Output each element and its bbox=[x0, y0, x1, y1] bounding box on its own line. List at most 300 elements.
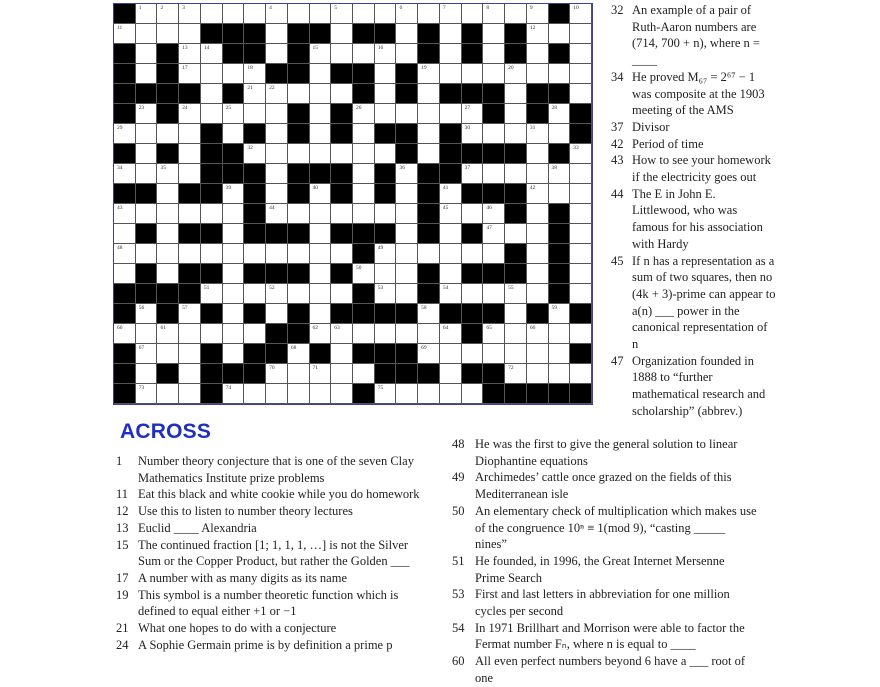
grid-cell[interactable] bbox=[331, 84, 353, 104]
clue-item-number: 54 bbox=[452, 620, 465, 635]
grid-cell[interactable] bbox=[462, 244, 484, 264]
grid-cell[interactable] bbox=[570, 324, 592, 344]
grid-cell[interactable] bbox=[440, 4, 462, 24]
grid-cell[interactable] bbox=[266, 364, 288, 384]
grid-cell[interactable] bbox=[331, 4, 353, 24]
grid-cell[interactable] bbox=[440, 24, 462, 44]
grid-block bbox=[201, 164, 223, 184]
grid-cell[interactable] bbox=[114, 204, 136, 224]
grid-cell[interactable] bbox=[179, 344, 201, 364]
grid-cell[interactable] bbox=[375, 144, 397, 164]
grid-block bbox=[201, 364, 223, 384]
grid-block bbox=[157, 284, 179, 304]
grid-cell[interactable] bbox=[375, 204, 397, 224]
grid-cell[interactable] bbox=[136, 364, 158, 384]
grid-cell[interactable] bbox=[375, 84, 397, 104]
grid-cell[interactable] bbox=[223, 224, 245, 244]
grid-cell[interactable] bbox=[462, 104, 484, 124]
grid-cell[interactable] bbox=[331, 44, 353, 64]
grid-cell[interactable] bbox=[418, 304, 440, 324]
grid-cell[interactable] bbox=[396, 244, 418, 264]
grid-cell[interactable] bbox=[266, 184, 288, 204]
grid-cell[interactable] bbox=[418, 4, 440, 24]
grid-cell[interactable] bbox=[440, 44, 462, 64]
grid-cell[interactable] bbox=[440, 244, 462, 264]
grid-cell[interactable] bbox=[353, 44, 375, 64]
grid-cell[interactable] bbox=[136, 384, 158, 404]
grid-cell[interactable] bbox=[157, 184, 179, 204]
grid-cell[interactable] bbox=[266, 204, 288, 224]
grid-cell[interactable] bbox=[570, 84, 592, 104]
grid-cell[interactable] bbox=[396, 164, 418, 184]
grid-cell[interactable] bbox=[201, 204, 223, 224]
grid-cell[interactable] bbox=[157, 384, 179, 404]
grid-cell[interactable] bbox=[244, 64, 266, 84]
grid-cell[interactable] bbox=[266, 124, 288, 144]
grid-cell[interactable] bbox=[396, 224, 418, 244]
grid-cell[interactable] bbox=[244, 104, 266, 124]
grid-cell[interactable] bbox=[310, 4, 332, 24]
grid-cell[interactable] bbox=[440, 204, 462, 224]
grid-cell[interactable] bbox=[570, 264, 592, 284]
grid-cell[interactable] bbox=[418, 344, 440, 364]
grid-cell[interactable] bbox=[549, 164, 571, 184]
grid-cell[interactable] bbox=[223, 304, 245, 324]
grid-cell[interactable] bbox=[244, 144, 266, 164]
grid-cell[interactable] bbox=[418, 384, 440, 404]
grid-cell[interactable] bbox=[418, 324, 440, 344]
grid-cell[interactable] bbox=[505, 164, 527, 184]
grid-cell[interactable] bbox=[136, 204, 158, 224]
grid-cell[interactable] bbox=[527, 344, 549, 364]
grid-cell[interactable] bbox=[223, 264, 245, 284]
grid-cell[interactable] bbox=[483, 284, 505, 304]
grid-cell[interactable] bbox=[136, 304, 158, 324]
grid-block bbox=[375, 304, 397, 324]
grid-cell[interactable] bbox=[396, 384, 418, 404]
grid-cell[interactable] bbox=[483, 44, 505, 64]
grid-cell[interactable] bbox=[353, 204, 375, 224]
grid-cell[interactable] bbox=[527, 244, 549, 264]
grid-cell[interactable] bbox=[201, 44, 223, 64]
grid-cell[interactable] bbox=[353, 324, 375, 344]
grid-cell[interactable] bbox=[136, 44, 158, 64]
grid-cell[interactable] bbox=[310, 284, 332, 304]
grid-cell[interactable] bbox=[462, 64, 484, 84]
grid-cell[interactable] bbox=[310, 324, 332, 344]
grid-cell[interactable] bbox=[375, 64, 397, 84]
grid-cell[interactable] bbox=[375, 324, 397, 344]
grid-cell[interactable] bbox=[440, 364, 462, 384]
grid-cell[interactable] bbox=[527, 224, 549, 244]
grid-cell[interactable] bbox=[483, 204, 505, 224]
grid-cell[interactable] bbox=[266, 44, 288, 64]
grid-cell[interactable] bbox=[310, 244, 332, 264]
grid-cell[interactable] bbox=[266, 84, 288, 104]
grid-cell[interactable] bbox=[179, 164, 201, 184]
grid-block bbox=[114, 184, 136, 204]
grid-cell[interactable] bbox=[288, 4, 310, 24]
grid-cell[interactable] bbox=[157, 264, 179, 284]
grid-cell[interactable] bbox=[353, 164, 375, 184]
grid-cell[interactable] bbox=[288, 384, 310, 404]
grid-cell[interactable] bbox=[440, 224, 462, 244]
grid-cell[interactable] bbox=[462, 4, 484, 24]
grid-cell[interactable] bbox=[136, 344, 158, 364]
clue-item-text: He proved M₆₇ = 2⁶⁷ − 1 was composite at the 1903 meeting of the AMS bbox=[632, 69, 765, 118]
grid-cell[interactable] bbox=[288, 204, 310, 224]
grid-cell[interactable] bbox=[396, 204, 418, 224]
grid-cell[interactable] bbox=[527, 44, 549, 64]
grid-cell[interactable] bbox=[353, 104, 375, 124]
grid-cell[interactable] bbox=[201, 324, 223, 344]
grid-block bbox=[570, 104, 592, 124]
grid-cell[interactable] bbox=[353, 4, 375, 24]
grid-cell[interactable] bbox=[223, 64, 245, 84]
grid-cell[interactable] bbox=[223, 124, 245, 144]
grid-cell[interactable] bbox=[114, 264, 136, 284]
clue-item-number: 44 bbox=[611, 186, 624, 201]
grid-cell[interactable] bbox=[549, 344, 571, 364]
grid-cell[interactable] bbox=[440, 324, 462, 344]
grid-cell[interactable] bbox=[331, 144, 353, 164]
grid-cell[interactable] bbox=[418, 144, 440, 164]
grid-cell[interactable] bbox=[179, 304, 201, 324]
grid-cell[interactable] bbox=[179, 124, 201, 144]
clue-number: 65 bbox=[486, 325, 492, 331]
grid-cell[interactable] bbox=[157, 164, 179, 184]
grid-cell[interactable] bbox=[440, 104, 462, 124]
grid-cell[interactable] bbox=[440, 184, 462, 204]
grid-cell[interactable] bbox=[462, 384, 484, 404]
grid-cell[interactable] bbox=[331, 344, 353, 364]
grid-cell[interactable] bbox=[440, 264, 462, 284]
grid-cell[interactable] bbox=[223, 204, 245, 224]
grid-cell[interactable] bbox=[266, 144, 288, 164]
grid-cell[interactable] bbox=[570, 24, 592, 44]
grid-cell[interactable] bbox=[483, 244, 505, 264]
grid-cell[interactable] bbox=[266, 384, 288, 404]
grid-cell[interactable] bbox=[353, 364, 375, 384]
grid-cell[interactable] bbox=[462, 204, 484, 224]
clue-item-text: All even perfect numbers beyond 6 have a ___ root of one bbox=[475, 654, 746, 685]
grid-cell[interactable] bbox=[527, 4, 549, 24]
grid-cell[interactable] bbox=[353, 264, 375, 284]
grid-cell[interactable] bbox=[527, 144, 549, 164]
grid-cell[interactable] bbox=[440, 384, 462, 404]
grid-cell[interactable] bbox=[223, 324, 245, 344]
grid-cell[interactable] bbox=[244, 284, 266, 304]
grid-cell[interactable] bbox=[462, 164, 484, 184]
grid-cell[interactable] bbox=[375, 264, 397, 284]
grid-cell[interactable] bbox=[483, 24, 505, 44]
grid-cell[interactable] bbox=[549, 104, 571, 124]
grid-cell[interactable] bbox=[244, 384, 266, 404]
grid-cell[interactable] bbox=[396, 264, 418, 284]
grid-cell[interactable] bbox=[570, 4, 592, 24]
grid-cell[interactable] bbox=[266, 24, 288, 44]
grid-cell[interactable] bbox=[310, 304, 332, 324]
grid-cell[interactable] bbox=[570, 224, 592, 244]
grid-cell[interactable] bbox=[179, 44, 201, 64]
grid-cell[interactable] bbox=[157, 24, 179, 44]
grid-cell[interactable] bbox=[266, 284, 288, 304]
grid-cell[interactable] bbox=[244, 324, 266, 344]
grid-cell[interactable] bbox=[310, 84, 332, 104]
grid-block bbox=[310, 344, 332, 364]
grid-block bbox=[244, 364, 266, 384]
grid-cell[interactable] bbox=[549, 324, 571, 344]
clue-number: 38 bbox=[551, 165, 558, 171]
grid-cell[interactable] bbox=[201, 4, 223, 24]
grid-cell[interactable] bbox=[418, 104, 440, 124]
grid-block bbox=[157, 64, 179, 84]
clue-number: 57 bbox=[182, 305, 188, 311]
grid-cell[interactable] bbox=[549, 364, 571, 384]
grid-cell[interactable] bbox=[288, 344, 310, 364]
grid-cell[interactable] bbox=[418, 84, 440, 104]
grid-cell[interactable] bbox=[549, 184, 571, 204]
grid-cell[interactable] bbox=[375, 384, 397, 404]
grid-cell[interactable] bbox=[570, 64, 592, 84]
grid-cell[interactable] bbox=[114, 24, 136, 44]
grid-cell[interactable] bbox=[157, 244, 179, 264]
grid-cell[interactable] bbox=[136, 104, 158, 124]
grid-cell[interactable] bbox=[396, 284, 418, 304]
grid-cell[interactable] bbox=[179, 4, 201, 24]
grid-cell[interactable] bbox=[375, 284, 397, 304]
grid-cell[interactable] bbox=[223, 244, 245, 264]
grid-cell[interactable] bbox=[570, 204, 592, 224]
grid-cell[interactable] bbox=[179, 24, 201, 44]
clue-item bbox=[116, 453, 426, 486]
grid-cell[interactable] bbox=[505, 284, 527, 304]
grid-cell[interactable] bbox=[157, 204, 179, 224]
grid-cell[interactable] bbox=[396, 104, 418, 124]
grid-cell[interactable] bbox=[570, 184, 592, 204]
grid-cell[interactable] bbox=[136, 324, 158, 344]
grid-cell[interactable] bbox=[483, 344, 505, 364]
grid-block bbox=[114, 364, 136, 384]
grid-cell[interactable] bbox=[483, 64, 505, 84]
grid-cell[interactable] bbox=[201, 244, 223, 264]
grid-cell[interactable] bbox=[331, 204, 353, 224]
grid-cell[interactable] bbox=[527, 284, 549, 304]
grid-cell[interactable] bbox=[396, 24, 418, 44]
grid-cell[interactable] bbox=[288, 364, 310, 384]
clue-item-text: This symbol is a number theoretic function which is defined to equal either +1 or −1 bbox=[138, 587, 399, 619]
grid-cell[interactable] bbox=[375, 244, 397, 264]
grid-block bbox=[288, 224, 310, 244]
grid-block bbox=[114, 104, 136, 124]
grid-cell[interactable] bbox=[549, 304, 571, 324]
grid-cell[interactable] bbox=[505, 104, 527, 124]
grid-cell[interactable] bbox=[201, 64, 223, 84]
grid-cell[interactable] bbox=[136, 24, 158, 44]
grid-cell[interactable] bbox=[440, 64, 462, 84]
grid-cell[interactable] bbox=[179, 324, 201, 344]
grid-cell[interactable] bbox=[462, 284, 484, 304]
grid-cell[interactable] bbox=[331, 324, 353, 344]
grid-cell[interactable] bbox=[288, 84, 310, 104]
grid-cell[interactable] bbox=[527, 324, 549, 344]
grid-cell[interactable] bbox=[136, 144, 158, 164]
grid-cell[interactable] bbox=[179, 244, 201, 264]
grid-cell[interactable] bbox=[266, 4, 288, 24]
grid-cell[interactable] bbox=[223, 104, 245, 124]
grid-cell[interactable] bbox=[157, 4, 179, 24]
grid-cell[interactable] bbox=[505, 124, 527, 144]
grid-cell[interactable] bbox=[310, 104, 332, 124]
grid-cell[interactable] bbox=[483, 164, 505, 184]
grid-cell[interactable] bbox=[375, 104, 397, 124]
grid-cell[interactable] bbox=[114, 324, 136, 344]
grid-cell[interactable] bbox=[114, 124, 136, 144]
grid-cell[interactable] bbox=[310, 124, 332, 144]
grid-cell[interactable] bbox=[396, 184, 418, 204]
grid-cell[interactable] bbox=[527, 64, 549, 84]
grid-block bbox=[136, 224, 158, 244]
grid-cell[interactable] bbox=[353, 124, 375, 144]
grid-cell[interactable] bbox=[136, 244, 158, 264]
grid-cell[interactable] bbox=[527, 184, 549, 204]
grid-cell[interactable] bbox=[418, 124, 440, 144]
grid-cell[interactable] bbox=[440, 344, 462, 364]
grid-cell[interactable] bbox=[223, 284, 245, 304]
grid-block bbox=[114, 384, 136, 404]
grid-cell[interactable] bbox=[244, 244, 266, 264]
grid-cell[interactable] bbox=[570, 364, 592, 384]
grid-cell[interactable] bbox=[223, 4, 245, 24]
grid-cell[interactable] bbox=[179, 364, 201, 384]
grid-cell[interactable] bbox=[310, 364, 332, 384]
grid-cell[interactable] bbox=[136, 4, 158, 24]
grid-cell[interactable] bbox=[331, 284, 353, 304]
clue-number: 17 bbox=[182, 65, 188, 71]
grid-cell[interactable] bbox=[266, 304, 288, 324]
grid-cell[interactable] bbox=[157, 324, 179, 344]
grid-cell[interactable] bbox=[353, 144, 375, 164]
grid-cell[interactable] bbox=[396, 44, 418, 64]
grid-block bbox=[244, 264, 266, 284]
grid-cell[interactable] bbox=[505, 324, 527, 344]
grid-cell[interactable] bbox=[310, 144, 332, 164]
grid-cell[interactable] bbox=[483, 224, 505, 244]
grid-cell[interactable] bbox=[223, 384, 245, 404]
grid-cell[interactable] bbox=[288, 144, 310, 164]
grid-cell[interactable] bbox=[549, 24, 571, 44]
grid-cell[interactable] bbox=[527, 24, 549, 44]
grid-cell[interactable] bbox=[331, 364, 353, 384]
grid-cell[interactable] bbox=[483, 324, 505, 344]
grid-cell[interactable] bbox=[483, 4, 505, 24]
grid-cell[interactable] bbox=[244, 4, 266, 24]
grid-cell[interactable] bbox=[527, 124, 549, 144]
grid-block bbox=[331, 224, 353, 244]
grid-cell[interactable] bbox=[114, 244, 136, 264]
grid-cell[interactable] bbox=[201, 284, 223, 304]
grid-cell[interactable] bbox=[505, 84, 527, 104]
grid-cell[interactable] bbox=[310, 184, 332, 204]
grid-cell[interactable] bbox=[331, 24, 353, 44]
clue-item-text: A number with as many digits as its name bbox=[138, 570, 348, 585]
grid-cell[interactable] bbox=[310, 384, 332, 404]
grid-cell[interactable] bbox=[483, 124, 505, 144]
grid-cell[interactable] bbox=[310, 64, 332, 84]
grid-cell[interactable] bbox=[310, 44, 332, 64]
grid-cell[interactable] bbox=[136, 64, 158, 84]
grid-cell[interactable] bbox=[310, 224, 332, 244]
grid-cell[interactable] bbox=[179, 204, 201, 224]
grid-cell[interactable] bbox=[310, 204, 332, 224]
grid-cell[interactable] bbox=[570, 244, 592, 264]
grid-cell[interactable] bbox=[331, 244, 353, 264]
grid-cell[interactable] bbox=[418, 244, 440, 264]
grid-cell[interactable] bbox=[505, 64, 527, 84]
grid-cell[interactable] bbox=[353, 184, 375, 204]
grid-cell[interactable] bbox=[570, 144, 592, 164]
grid-cell[interactable] bbox=[179, 384, 201, 404]
grid-cell[interactable] bbox=[114, 164, 136, 184]
grid-cell[interactable] bbox=[157, 124, 179, 144]
grid-cell[interactable] bbox=[396, 4, 418, 24]
grid-cell[interactable] bbox=[223, 184, 245, 204]
grid-cell[interactable] bbox=[331, 384, 353, 404]
grid-cell[interactable] bbox=[136, 164, 158, 184]
grid-cell[interactable] bbox=[570, 164, 592, 184]
grid-cell[interactable] bbox=[505, 344, 527, 364]
grid-cell[interactable] bbox=[505, 4, 527, 24]
grid-cell[interactable] bbox=[179, 144, 201, 164]
grid-cell[interactable] bbox=[157, 224, 179, 244]
grid-cell[interactable] bbox=[179, 104, 201, 124]
grid-cell[interactable] bbox=[201, 84, 223, 104]
grid-cell[interactable] bbox=[266, 164, 288, 184]
grid-cell[interactable] bbox=[288, 284, 310, 304]
grid-cell[interactable] bbox=[375, 44, 397, 64]
grid-cell[interactable] bbox=[310, 264, 332, 284]
grid-cell[interactable] bbox=[266, 104, 288, 124]
grid-cell[interactable] bbox=[505, 364, 527, 384]
grid-cell[interactable] bbox=[527, 364, 549, 384]
grid-cell[interactable] bbox=[157, 344, 179, 364]
grid-cell[interactable] bbox=[527, 204, 549, 224]
grid-cell[interactable] bbox=[179, 64, 201, 84]
grid-cell[interactable] bbox=[375, 4, 397, 24]
grid-cell[interactable] bbox=[527, 264, 549, 284]
grid-cell[interactable] bbox=[114, 224, 136, 244]
grid-block bbox=[157, 84, 179, 104]
grid-cell[interactable] bbox=[223, 344, 245, 364]
grid-cell[interactable] bbox=[136, 124, 158, 144]
grid-cell[interactable] bbox=[549, 64, 571, 84]
grid-cell[interactable] bbox=[462, 124, 484, 144]
grid-cell[interactable] bbox=[462, 344, 484, 364]
grid-cell[interactable] bbox=[527, 164, 549, 184]
grid-cell[interactable] bbox=[201, 104, 223, 124]
grid-cell[interactable] bbox=[266, 244, 288, 264]
grid-cell[interactable] bbox=[570, 284, 592, 304]
grid-cell[interactable] bbox=[505, 224, 527, 244]
grid-cell[interactable] bbox=[440, 284, 462, 304]
grid-cell[interactable] bbox=[418, 64, 440, 84]
grid-cell[interactable] bbox=[549, 124, 571, 144]
grid-cell[interactable] bbox=[396, 324, 418, 344]
grid-cell[interactable] bbox=[244, 84, 266, 104]
grid-cell[interactable] bbox=[570, 44, 592, 64]
grid-cell[interactable] bbox=[505, 304, 527, 324]
grid-cell[interactable] bbox=[288, 244, 310, 264]
